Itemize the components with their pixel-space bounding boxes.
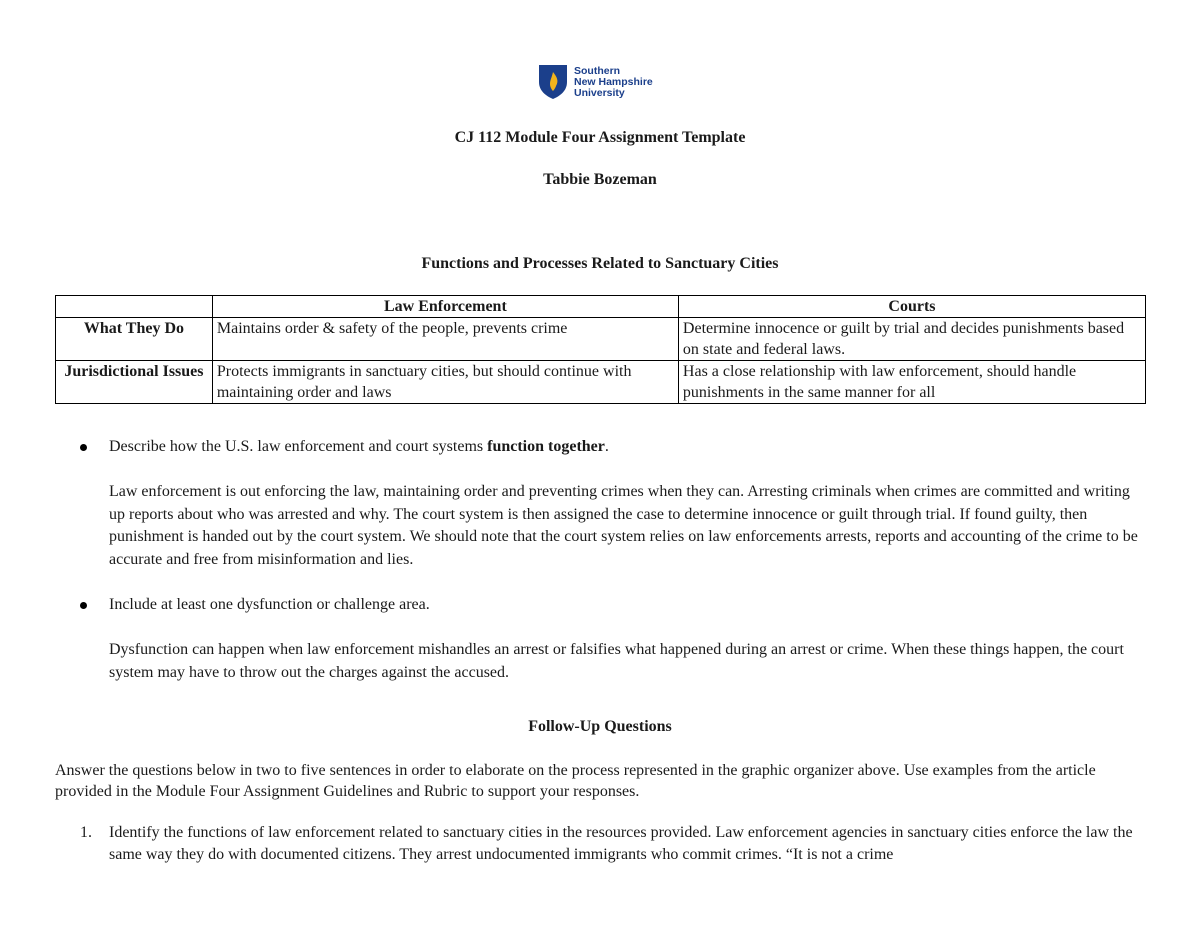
bullet-suffix: . [604, 438, 609, 455]
bullet-text: Include at least one dysfunction or challenge area. [109, 596, 430, 613]
table-row [56, 361, 1146, 404]
table-row [56, 318, 1146, 361]
shield-flame-icon [538, 64, 568, 100]
table-cell: Maintains order & safety of the people, prevents crime [212, 318, 678, 361]
table-header-cell: Courts [678, 296, 1145, 318]
row-label: What They Do [56, 318, 213, 361]
bullet-prefix: Describe how the U.S. law enforcement and court systems [109, 438, 488, 455]
table-cell: Has a close relationship with law enforcement, should handle punishments in the same manner for all [678, 361, 1145, 404]
bullet-item [80, 594, 1150, 617]
row-label: Jurisdictional Issues [56, 361, 213, 404]
graphic-organizer-table [55, 295, 1146, 404]
bullet-item [80, 436, 1150, 459]
table-header-cell [56, 296, 213, 318]
table-cell: Determine innocence or guilt by trial and decides punishments based on state and federal laws. [678, 318, 1145, 361]
author-name: Tabbie Bozeman [543, 171, 657, 188]
logo-line-2: New Hampshire [574, 76, 653, 88]
bullet-icon [80, 444, 87, 451]
logo-line-1: Southern [574, 65, 621, 77]
bullet-text [109, 436, 1150, 459]
answer-paragraph: Dysfunction can happen when law enforcement mishandles an arrest or falsifies what happened during an arrest or crime. When these things happen, the court system may have to throw out the charges against the accused. [109, 641, 1124, 681]
university-logo [538, 64, 653, 100]
section-title: Functions and Processes Related to Sanctuary Cities [421, 255, 779, 272]
logo-line-3: University [574, 87, 625, 99]
document-title: CJ 112 Module Four Assignment Template [454, 129, 746, 146]
bullet-icon [80, 602, 87, 609]
instructions-paragraph: Answer the questions below in two to five sentences in order to elaborate on the process represented in the graphic organizer above. Use examples from the article provided in the Module Four Assignment Guidelines and Rubric to support your responses. [55, 762, 1096, 800]
question-number: 1. [80, 824, 92, 841]
question-item [80, 822, 1155, 866]
table-cell: Protects immigrants in sanctuary cities, but should continue with maintaining order and laws [212, 361, 678, 404]
followup-title: Follow-Up Questions [528, 718, 672, 735]
logo-wordmark [574, 66, 653, 99]
bullet-bold: function together [487, 438, 605, 455]
table-header-row [56, 296, 1146, 318]
table-header-cell: Law Enforcement [212, 296, 678, 318]
question-text: Identify the functions of law enforcement related to sanctuary cities in the resources provided. Law enforcement agencies in sanctuary cities enforce the law the same way they do with documented citizens. They arrest undocumented immigrants who commit crimes. “It is not a crime [109, 824, 1133, 863]
answer-paragraph: Law enforcement is out enforcing the law, maintaining order and preventing crimes when they can. Arresting criminals when crimes are committed and writing up reports about who was arrested and why. The court system is then assigned the case to determine innocence or guilt through trial. If found guilty, then punishment is handed out by the court system. We should note that the court system relies on law enforcements arrests, reports and accounting of the crime to be accurate and free from misinformation and lies. [109, 483, 1138, 568]
